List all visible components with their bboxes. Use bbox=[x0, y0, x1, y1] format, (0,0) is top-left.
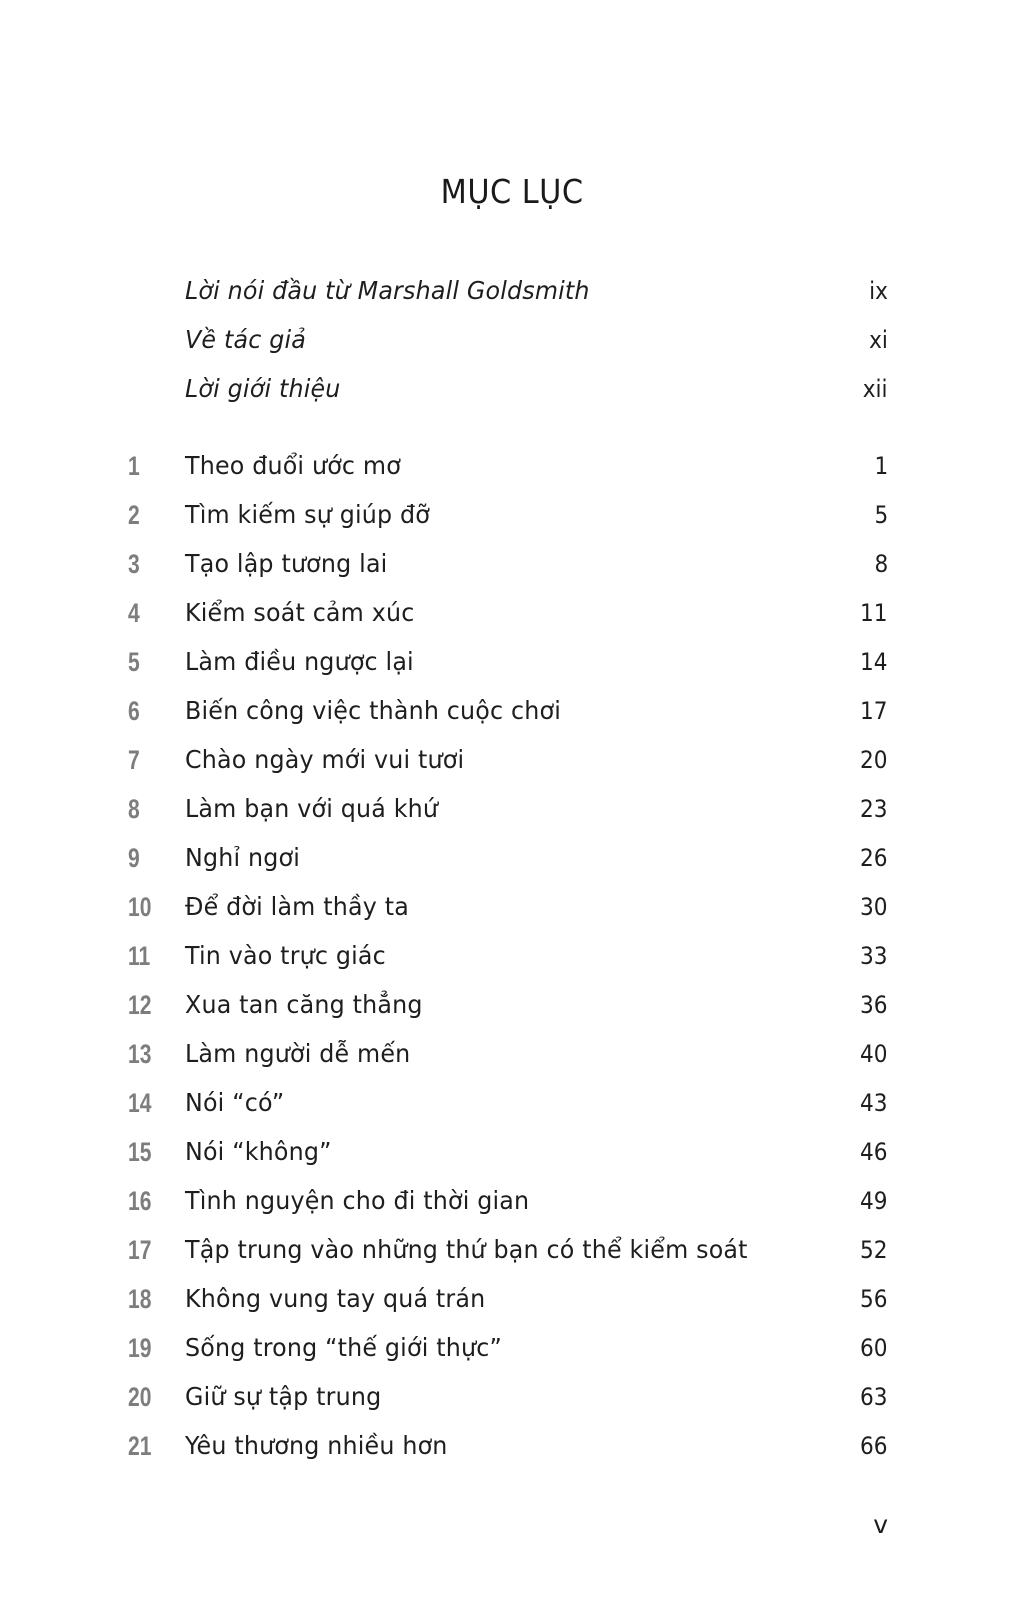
chapter-page: 23 bbox=[860, 795, 888, 823]
chapter-title: Làm bạn với quá khứ bbox=[185, 794, 439, 823]
chapter-title: Giữ sự tập trung bbox=[185, 1382, 382, 1411]
toc-chapter-row[interactable] bbox=[0, 593, 1024, 633]
chapter-number: 4 bbox=[128, 598, 140, 628]
chapter-page: 14 bbox=[860, 648, 888, 676]
chapter-page: 56 bbox=[860, 1285, 888, 1313]
toc-chapter-row[interactable] bbox=[0, 789, 1024, 829]
toc-chapter-row[interactable] bbox=[0, 1377, 1024, 1417]
toc-chapter-row[interactable] bbox=[0, 1426, 1024, 1466]
chapter-title: Chào ngày mới vui tươi bbox=[185, 745, 465, 774]
toc-front-matter-row[interactable] bbox=[0, 369, 1024, 409]
chapter-page: 26 bbox=[860, 844, 888, 872]
chapter-number: 3 bbox=[128, 549, 140, 579]
toc-entry-title: Lời giới thiệu bbox=[185, 374, 341, 403]
toc-chapter-row[interactable] bbox=[0, 887, 1024, 927]
chapter-title: Biến công việc thành cuộc chơi bbox=[185, 696, 562, 725]
chapter-title: Kiểm soát cảm xúc bbox=[185, 598, 415, 627]
toc-chapter-row[interactable] bbox=[0, 838, 1024, 878]
chapter-page: 40 bbox=[860, 1040, 888, 1068]
page-title: MỤC LỤC bbox=[440, 172, 584, 212]
toc-front-matter-row[interactable] bbox=[0, 320, 1024, 360]
chapter-number: 10 bbox=[128, 892, 152, 922]
chapter-number: 12 bbox=[128, 990, 152, 1020]
chapter-page: 63 bbox=[860, 1383, 888, 1411]
chapter-title: Làm điều ngược lại bbox=[185, 647, 414, 676]
chapter-number: 16 bbox=[128, 1186, 152, 1216]
chapter-page: 30 bbox=[860, 893, 888, 921]
chapter-page: 20 bbox=[860, 746, 888, 774]
chapter-title: Xua tan căng thẳng bbox=[185, 990, 423, 1019]
chapter-number: 7 bbox=[128, 745, 140, 775]
chapter-page: 17 bbox=[860, 697, 888, 725]
chapter-number: 17 bbox=[128, 1235, 152, 1265]
chapter-title: Tập trung vào những thứ bạn có thể kiểm soát bbox=[185, 1235, 748, 1264]
chapter-number: 6 bbox=[128, 696, 140, 726]
chapter-number: 20 bbox=[128, 1382, 152, 1412]
chapter-page: 5 bbox=[874, 501, 888, 529]
toc-chapter-row[interactable] bbox=[0, 1181, 1024, 1221]
chapter-number: 8 bbox=[128, 794, 140, 824]
chapter-page: 33 bbox=[860, 942, 888, 970]
chapter-title: Làm người dễ mến bbox=[185, 1039, 411, 1068]
toc-chapter-row[interactable] bbox=[0, 985, 1024, 1025]
chapter-number: 21 bbox=[128, 1431, 152, 1461]
chapter-number: 2 bbox=[128, 500, 140, 530]
chapter-title: Tìm kiếm sự giúp đỡ bbox=[185, 500, 430, 529]
chapter-number: 14 bbox=[128, 1088, 152, 1118]
toc-chapter-row[interactable] bbox=[0, 1034, 1024, 1074]
toc-chapter-row[interactable] bbox=[0, 446, 1024, 486]
toc-chapter-row[interactable] bbox=[0, 642, 1024, 682]
toc-entry-title: Về tác giả bbox=[185, 325, 307, 354]
toc-chapter-row[interactable] bbox=[0, 544, 1024, 584]
toc-entry-page: xii bbox=[863, 375, 888, 403]
chapter-title: Nói “không” bbox=[185, 1137, 332, 1166]
chapter-number: 18 bbox=[128, 1284, 152, 1314]
chapter-title: Sống trong “thế giới thực” bbox=[185, 1333, 502, 1362]
chapter-title: Để đời làm thầy ta bbox=[185, 892, 409, 921]
chapter-page: 49 bbox=[860, 1187, 888, 1215]
chapter-title: Nói “có” bbox=[185, 1088, 285, 1117]
page-folio: v bbox=[873, 1510, 888, 1539]
toc-entry-page: xi bbox=[869, 326, 888, 354]
chapter-title: Không vung tay quá trán bbox=[185, 1284, 486, 1313]
toc-chapter-row[interactable] bbox=[0, 1230, 1024, 1270]
chapter-title: Tình nguyện cho đi thời gian bbox=[185, 1186, 530, 1215]
chapter-number: 11 bbox=[128, 941, 151, 971]
chapter-title: Nghỉ ngơi bbox=[185, 843, 301, 872]
toc-chapter-row[interactable] bbox=[0, 740, 1024, 780]
toc-entry-page: ix bbox=[869, 277, 888, 305]
chapter-page: 8 bbox=[874, 550, 888, 578]
chapter-page: 60 bbox=[860, 1334, 888, 1362]
chapter-title: Yêu thương nhiều hơn bbox=[185, 1431, 448, 1460]
chapter-page: 52 bbox=[860, 1236, 888, 1264]
toc-chapter-row[interactable] bbox=[0, 1279, 1024, 1319]
toc-chapter-row[interactable] bbox=[0, 1083, 1024, 1123]
chapter-title: Tin vào trực giác bbox=[185, 941, 386, 970]
chapter-page: 46 bbox=[860, 1138, 888, 1166]
toc-entry-title: Lời nói đầu từ Marshall Goldsmith bbox=[185, 276, 590, 305]
chapter-page: 43 bbox=[860, 1089, 888, 1117]
chapter-number: 13 bbox=[128, 1039, 152, 1069]
toc-chapter-row[interactable] bbox=[0, 1132, 1024, 1172]
toc-chapter-row[interactable] bbox=[0, 495, 1024, 535]
chapter-title: Tạo lập tương lai bbox=[185, 549, 388, 578]
chapter-page: 36 bbox=[860, 991, 888, 1019]
chapter-number: 15 bbox=[128, 1137, 152, 1167]
toc-front-matter-row[interactable] bbox=[0, 271, 1024, 311]
chapter-page: 11 bbox=[860, 599, 888, 627]
chapter-number: 5 bbox=[128, 647, 140, 677]
chapter-number: 19 bbox=[128, 1333, 152, 1363]
chapter-page: 66 bbox=[860, 1432, 888, 1460]
toc-chapter-row[interactable] bbox=[0, 691, 1024, 731]
chapter-number: 1 bbox=[128, 451, 140, 481]
chapter-number: 9 bbox=[128, 843, 140, 873]
toc-chapter-row[interactable] bbox=[0, 1328, 1024, 1368]
chapter-page: 1 bbox=[874, 452, 888, 480]
chapter-title: Theo đuổi ước mơ bbox=[185, 451, 401, 480]
toc-chapter-row[interactable] bbox=[0, 936, 1024, 976]
